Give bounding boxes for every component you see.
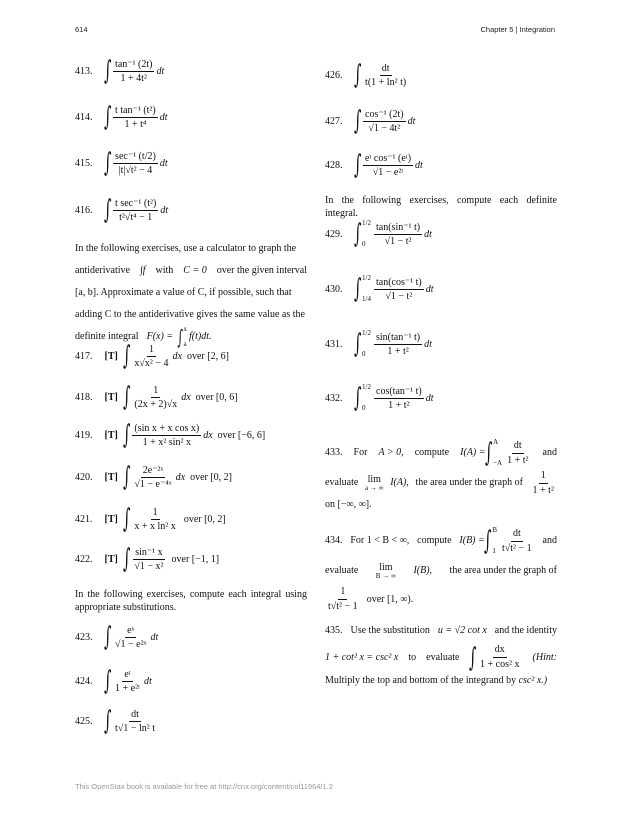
instructions-calculator: In the following exercises, use a calculator to graph the antiderivative ∫f with C = 0 over the given interval [a, b]. Approximate a value of C, if possible, such that adding C to the antiderivative gives the same value as the definite integral F(x) = ∫ x a f(t)dt.	[75, 243, 307, 349]
exercise-418: 418. [T] ∫ $\frac{1}{(2x + 2)√x}$ dx over [0, 6]	[75, 382, 238, 412]
integral-sign-icon: ∫	[122, 462, 131, 492]
integral-sign-icon: ∫	[103, 148, 111, 178]
integral-sign-icon: ∫	[483, 526, 492, 556]
footer-attribution: This OpenStax book is available for free at http://cnx.org/content/col11964/1.2	[75, 782, 333, 791]
integral-sign-icon: ∫	[103, 102, 111, 132]
instructions-definite: In the following exercises, compute each definite integral.	[325, 195, 557, 219]
exercise-417: 417. [T] ∫ $\frac{1}{\text{x√x² − 4}}$ dx over [2, 6]	[75, 341, 229, 371]
integral-sign-icon: ∫	[122, 420, 131, 450]
integral-sign-icon: ∫	[353, 106, 361, 136]
exercise-428: 428. ∫ $\frac{\text{eᵗ cos⁻¹ (eᵗ)}}{\text{√1 − e²ᵗ}}$ dt	[325, 150, 423, 180]
integral-sign-icon: ∫	[353, 60, 361, 90]
integral-sign-icon: ∫	[103, 56, 111, 86]
integral-sign-icon: ∫	[122, 382, 131, 412]
integral-sign-icon: ∫	[103, 666, 111, 696]
page-number: 614	[75, 25, 88, 34]
integral-sign-icon: ∫	[353, 383, 361, 413]
exercise-421: 421. [T] ∫ $\frac{1}{\text{x + x ln² x}}$ over [0, 2]	[75, 504, 226, 534]
exercise-414: 414. ∫ $\frac{\text{t tan⁻¹ (t²)}}{\text{1 + t⁴}}$ dt	[75, 102, 168, 132]
exercise-433: 433. For A > 0, compute I(A) = ∫ A −A $\frac{dt}{\text{1 + t²}}$ and evaluate lim a → ∞ I(A), the area under the graph of $\frac{1}{\text{1 + t²}}$ on [−∞, ∞].	[325, 438, 557, 510]
integral-sign-icon: ∫	[353, 219, 361, 249]
exercise-432: 432. ∫ 1/2 0 $\frac{\text{cos(tan⁻¹ t)}}{\text{1 + t²}}$ dt	[325, 383, 434, 413]
integral-sign-icon: ∫	[103, 622, 111, 652]
exercise-425: 425. ∫ $\frac{dt}{\text{t√1 − ln² t}}$	[75, 706, 156, 736]
integral-sign-icon: ∫	[177, 325, 184, 349]
integral-sign-icon: ∫	[122, 504, 131, 534]
instructions-substitution: In the following exercises, compute each integral using appropriate substitutions.	[75, 589, 307, 613]
integral-sign-icon: ∫	[353, 150, 361, 180]
exercise-415: 415. ∫ $\frac{\text{sec⁻¹ (t/2)}}{\text{|t|√t² − 4}}$ dt	[75, 148, 168, 178]
exercise-419: 419. [T] ∫ $\frac{\text{(sin x + x cos x)}}{\text{1 + x² sin² x}}$ dx over [−6, 6]	[75, 420, 266, 450]
exercise-416: 416. ∫ $\frac{\text{t sec⁻¹ (t²)}}{\text{t²√t⁴ − 1}}$ dt	[75, 195, 169, 225]
exercise-427: 427. ∫ $\frac{\text{cos⁻¹ (2t)}}{\text{√1 − 4t²}}$ dt	[325, 106, 416, 136]
exercise-420: 420. [T] ∫ $\frac{\text{2e⁻²ˣ}}{\text{√1 − e⁻⁴ˣ}}$ dx over [0, 2]	[75, 462, 233, 492]
exercise-422: 422. [T] ∫ $\frac{\text{sin⁻¹ x}}{\text{√1 − x²}}$ over [−1, 1]	[75, 544, 220, 574]
exercise-426: 426. ∫ $\frac{dt}{\text{t(1 + ln² t)}}$	[325, 60, 407, 90]
integral-sign-icon: ∫	[103, 195, 111, 225]
exercise-413: 413. ∫ $\frac{\text{tan⁻¹ (2t)}}{\text{1 + 4t²}}$ dt	[75, 56, 165, 86]
integral-sign-icon: ∫	[353, 329, 361, 359]
integral-sign-icon: ∫	[468, 642, 476, 673]
exercise-424: 424. ∫ $\frac{\text{eᵗ}}{\text{1 + e²ᵗ}}$ dt	[75, 666, 152, 696]
integral-sign-icon: ∫	[122, 544, 131, 574]
integral-sign-icon: ∫	[353, 274, 361, 304]
exercise-429: 429. ∫ 1/2 0 $\frac{\text{tan(sin⁻¹ t)}}{\text{√1 − t²}}$ dt	[325, 219, 432, 249]
exercise-430: 430. ∫ 1/2 1/4 $\frac{\text{tan(cos⁻¹ t)}}{\text{√1 − t²}}$ dt	[325, 274, 434, 304]
integral-sign-icon: ∫	[122, 341, 131, 371]
exercise-431: 431. ∫ 1/2 0 $\frac{\text{sin(tan⁻¹ t)}}{\text{1 + t²}}$ dt	[325, 329, 432, 359]
integral-sign-icon: ∫	[103, 706, 111, 736]
exercise-423: 423. ∫ $\frac{\text{eˣ}}{\text{√1 − e²ˣ}}$ dt	[75, 622, 159, 652]
integral-sign-icon: ∫	[484, 438, 493, 468]
chapter-title: Chapter 5 | Integration	[480, 25, 555, 34]
exercise-435: 435. Use the substitution u = √2 cot x and the identity 1 + cot² x = csc² x to evaluate ∫ $\frac{dx}{\text{1 + cos² x}}$ (Hint: Multiply the top and bottom of the integrand by csc² x.)	[325, 625, 557, 686]
exercise-434: 434. For 1 < B < ∞, compute I(B) = ∫ B 1 $\frac{dt}{\text{t√t² − 1}}$ and evaluate lim B → ∞ I(B), the area under the graph of $\frac{1}{\text{t√t² − 1}}$ over [1, ∞).	[325, 526, 557, 612]
